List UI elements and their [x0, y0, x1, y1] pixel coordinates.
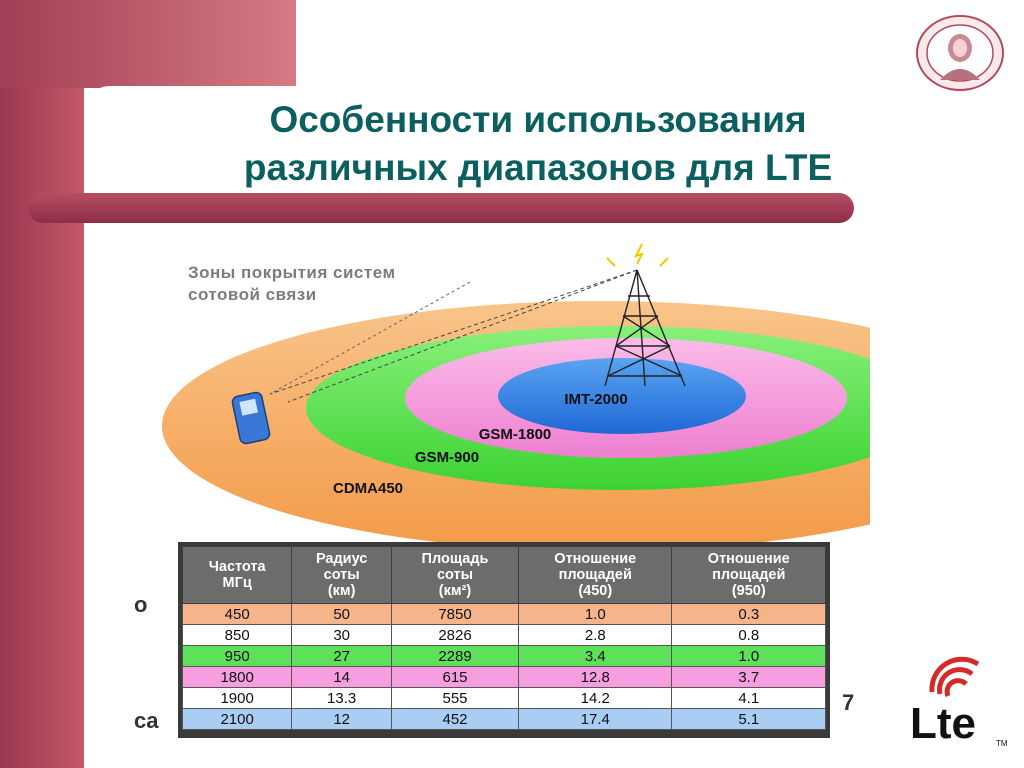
table-header-line: (км) [327, 583, 356, 599]
lte-logo-text: Lte [910, 699, 976, 748]
table-row [183, 688, 826, 709]
table-header-line: Площадь [421, 551, 489, 567]
table-cell: 4.1 [672, 688, 826, 709]
table-header-line: (км²) [438, 583, 472, 599]
table-header-line: (950) [731, 583, 766, 599]
table-cell: 2.8 [519, 625, 672, 646]
table-row [183, 667, 826, 688]
stray-text-ca: ca [134, 708, 159, 733]
table-cell: 555 [392, 688, 519, 709]
table-cell: 2826 [392, 625, 519, 646]
title-line-1: Особенности использования [269, 99, 807, 140]
table-cell: 3.4 [519, 646, 672, 667]
table-cell: 27 [292, 646, 392, 667]
table-cell: 850 [183, 625, 292, 646]
coverage-caption-line-2: сотовой связи [188, 285, 317, 304]
table-cell: 950 [183, 646, 292, 667]
table-header-line: Частота [208, 559, 266, 575]
table-cell: 12 [292, 709, 392, 730]
table-header-row [183, 547, 826, 604]
table-header-cell [392, 547, 519, 604]
slide-title [168, 96, 908, 192]
table-row [183, 625, 826, 646]
lte-logo-icon [904, 650, 1014, 750]
table-cell: 50 [292, 604, 392, 625]
table-cell: 450 [183, 604, 292, 625]
table-header-cell [183, 547, 292, 604]
table-cell: 17.4 [519, 709, 672, 730]
table-cell: 3.7 [672, 667, 826, 688]
coverage-caption [188, 262, 396, 306]
zone-label-gsm900: GSM-900 [414, 449, 480, 466]
table-cell: 452 [392, 709, 519, 730]
lightning-icon [607, 244, 668, 266]
zone-label-gsm1800: GSM-1800 [478, 426, 552, 443]
lte-logo-tm: TM [996, 739, 1008, 748]
table-header-line: площадей [558, 567, 632, 583]
table-cell: 30 [292, 625, 392, 646]
table-cell: 1.0 [519, 604, 672, 625]
table-cell: 1900 [183, 688, 292, 709]
table-cell: 2289 [392, 646, 519, 667]
table-cell: 7850 [392, 604, 519, 625]
table-cell: 14 [292, 667, 392, 688]
table-row [183, 604, 826, 625]
stray-text-o: o [134, 592, 148, 617]
table-header-line: (450) [578, 583, 613, 599]
table-row [183, 709, 826, 730]
table-cell: 14.2 [519, 688, 672, 709]
table-cell: 13.3 [292, 688, 392, 709]
table-header-cell [519, 547, 672, 604]
title-rule [28, 193, 854, 223]
table-cell: 5.1 [672, 709, 826, 730]
table-cell: 615 [392, 667, 519, 688]
university-seal-icon [914, 14, 1006, 92]
title-line-2: различных диапазонов для LTE [243, 147, 833, 188]
table-cell: 1800 [183, 667, 292, 688]
stray-text-seven: 7 [842, 690, 855, 715]
table-cell: 12.8 [519, 667, 672, 688]
table-header-line: площадей [712, 567, 786, 583]
table-cell: 0.3 [672, 604, 826, 625]
table-header-line: Радиус [315, 551, 368, 567]
table-cell: 0.8 [672, 625, 826, 646]
table-header-line: соты [323, 567, 360, 583]
table-header-line: Отношение [554, 551, 637, 567]
table-header-line: соты [436, 567, 474, 583]
top-decor-band [0, 0, 296, 88]
table-header-cell [672, 547, 826, 604]
zone-label-imt2000: IMT-2000 [564, 391, 628, 408]
coverage-caption-line-1: Зоны покрытия систем [188, 263, 396, 282]
left-decor-band [0, 0, 84, 768]
table-header-cell [292, 547, 392, 604]
table-cell: 1.0 [672, 646, 826, 667]
table-header-line: МГц [222, 575, 252, 591]
table-row [183, 646, 826, 667]
zone-label-cdma450: CDMA450 [332, 480, 404, 497]
frequency-table [182, 546, 826, 730]
table-header-line: Отношение [707, 551, 790, 567]
table-cell: 2100 [183, 709, 292, 730]
